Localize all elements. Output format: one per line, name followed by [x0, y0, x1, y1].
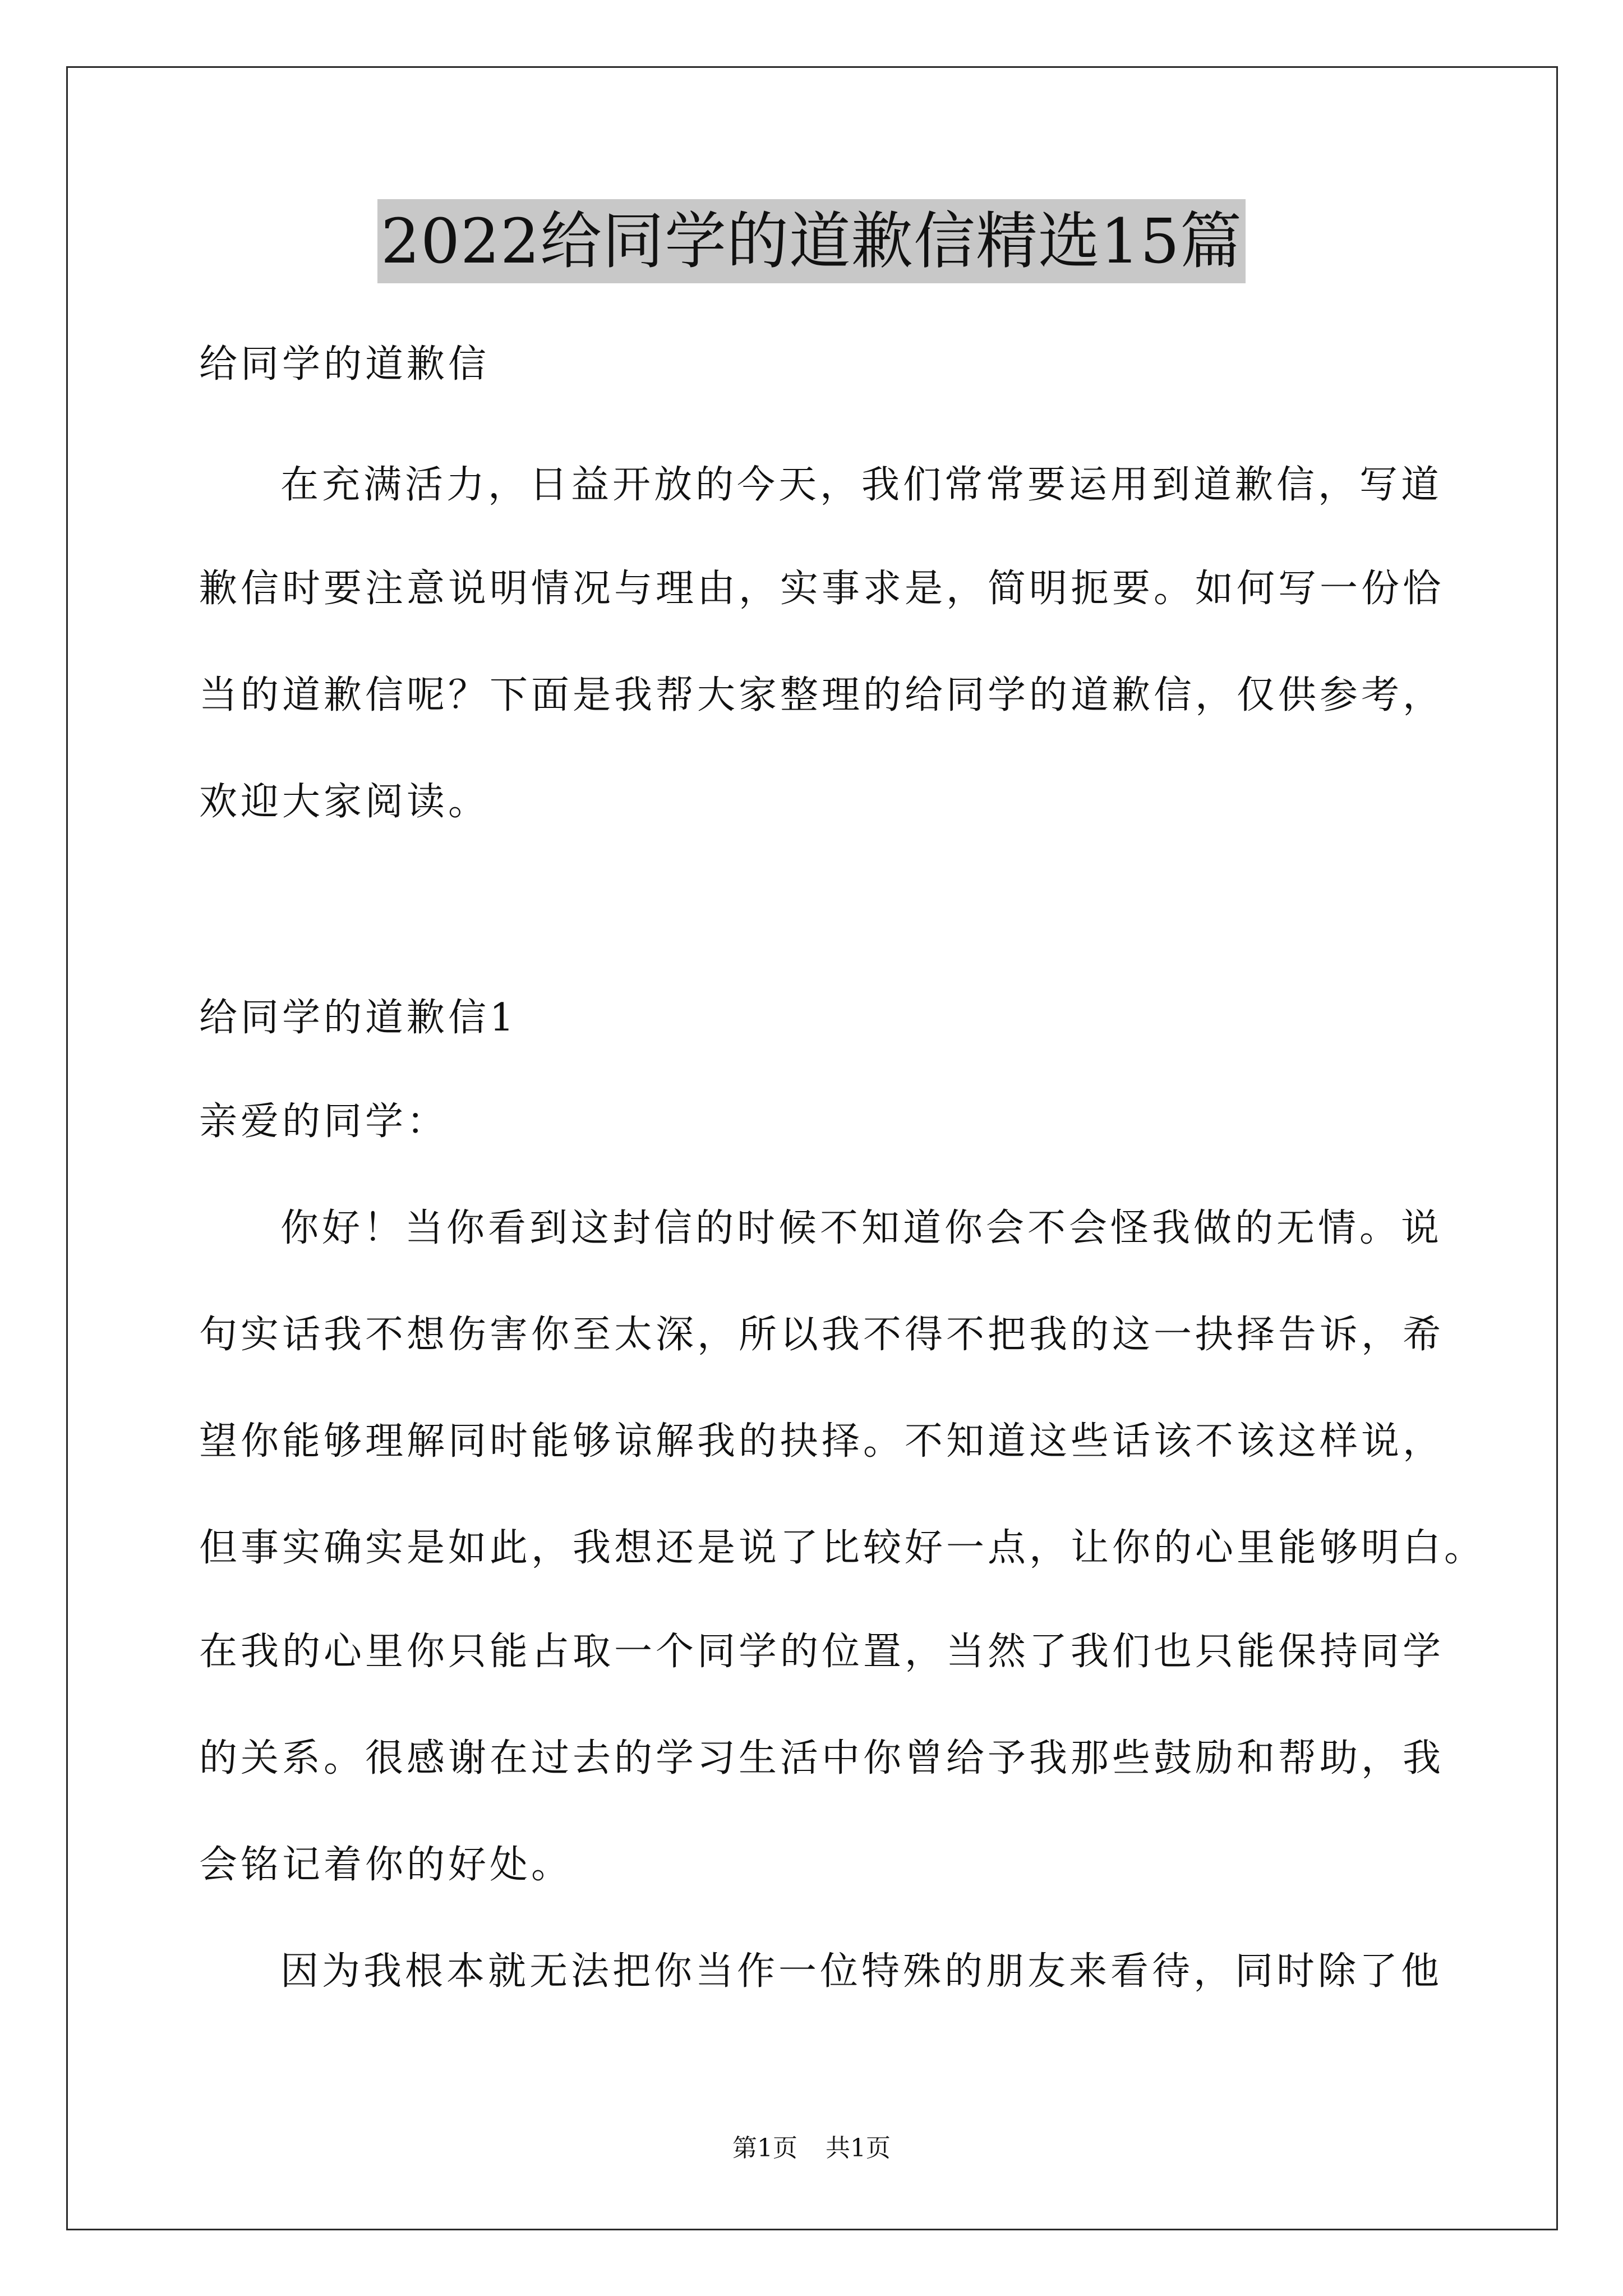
section-heading: 给同学的道歉信	[199, 342, 490, 386]
paragraph-line: 但事实确实是如此，我想还是说了比较好一点，让你的心里能够明白。	[199, 1526, 1486, 1570]
paragraph-line: 望你能够理解同时能够谅解我的抉择。不知道这些话该不该这样说，	[199, 1419, 1445, 1464]
paragraph-line: 句实话我不想伤害你至太深，所以我不得不把我的这一抉择告诉，希	[199, 1313, 1445, 1357]
paragraph-line: 因为我根本就无法把你当作一位特殊的朋友来看待，同时除了他	[280, 1949, 1443, 1994]
page-footer	[0, 2132, 1623, 2165]
page-number-total: 共1页	[826, 2134, 891, 2162]
paragraph-line: 你好！当你看到这封信的时候不知道你会不会怪我做的无情。说	[280, 1206, 1443, 1250]
paragraph-line: 的关系。很感谢在过去的学习生活中你曾给予我那些鼓励和帮助，我	[199, 1736, 1445, 1780]
paragraph-line: 当的道歉信呢？下面是我帮大家整理的给同学的道歉信，仅供参考，	[199, 673, 1445, 717]
title-container	[0, 199, 1623, 283]
paragraph-line: 歉信时要注意说明情况与理由，实事求是，简明扼要。如何写一份恰	[199, 567, 1445, 611]
salutation: 亲爱的同学：	[199, 1099, 449, 1144]
document-title: 2022给同学的道歉信精选15篇	[377, 199, 1246, 283]
section-heading: 给同学的道歉信1	[199, 996, 518, 1040]
paragraph-line: 会铭记着你的好处。	[199, 1843, 573, 1887]
page-number-current: 第1页	[732, 2134, 797, 2162]
paragraph-line: 在我的心里你只能占取一个同学的位置，当然了我们也只能保持同学	[199, 1630, 1445, 1674]
page-border	[66, 66, 1558, 2230]
paragraph-line: 欢迎大家阅读。	[199, 780, 490, 824]
paragraph-line: 在充满活力，日益开放的今天，我们常常要运用到道歉信，写道	[280, 463, 1443, 507]
